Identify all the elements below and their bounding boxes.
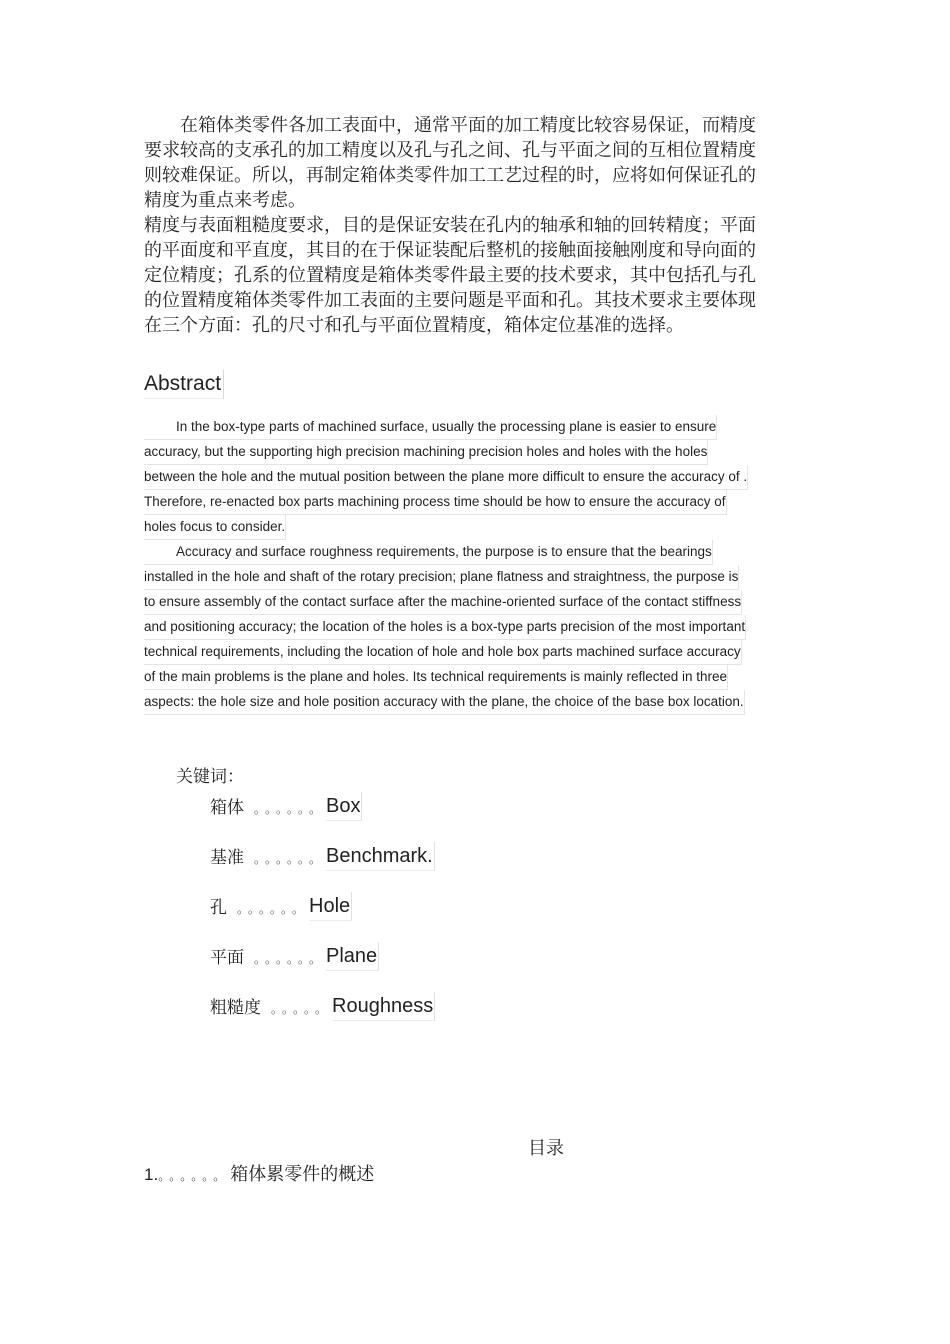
text-line: 精度为重点来考虑。: [144, 190, 306, 211]
text-line: 在三个方面：孔的尺寸和孔与平面位置精度，箱体定位基准的选择。: [144, 315, 684, 336]
chinese-abstract-paragraph-1: [144, 113, 804, 213]
keyword-en: Plane: [326, 942, 379, 971]
text-line: of the main problems is the plane and holes. Its technical requirements is mainly reflected in three: [144, 665, 728, 690]
keyword-row: [210, 942, 379, 974]
keyword-row: [210, 892, 352, 924]
keyword-cn: 箱体: [210, 798, 244, 818]
toc-item-number: 1.: [144, 1165, 159, 1184]
english-abstract-paragraph-1: [144, 415, 748, 540]
abstract-heading: Abstract: [144, 370, 224, 399]
keyword-cn: 粗糙度: [210, 998, 261, 1018]
text-line: between the hole and the mutual position between the plane more difficult to ensure the accuracy of .: [144, 465, 748, 490]
keyword-dots: 。。。。。。: [254, 802, 327, 816]
text-line: and positioning accuracy; the location of the holes is a box-type parts precision of the most important: [144, 615, 746, 640]
chinese-abstract-paragraph-2: [144, 213, 804, 338]
text-line: installed in the hole and shaft of the rotary precision; plane flatness and straightness, the purpose is: [144, 565, 739, 590]
text-line: 则较难保证。所以，再制定箱体类零件加工工艺过程的时，应将如何保证孔的: [144, 165, 756, 186]
text-line: technical requirements, including the location of hole and hole box parts machined surface accuracy: [144, 640, 742, 665]
keyword-en: Hole: [309, 892, 352, 921]
keyword-dots: 。。。。。。: [237, 902, 310, 916]
text-line: aspects: the hole size and hole position accuracy with the plane, the choice of the base box location.: [144, 690, 745, 715]
keyword-dots: 。。。。。。: [254, 852, 327, 866]
text-line: holes focus to consider.: [144, 515, 286, 540]
toc-item[interactable]: [144, 1160, 374, 1186]
keyword-en: Benchmark.: [326, 842, 435, 871]
text-line: 精度与表面粗糙度要求，目的是保证安装在孔内的轴承和轴的回转精度；平面: [144, 215, 756, 236]
keyword-dots: 。。。。。。: [254, 952, 327, 966]
keyword-row: [210, 792, 362, 824]
keyword-en: Roughness: [332, 992, 435, 1021]
keyword-cn: 基准: [210, 848, 244, 868]
keyword-en: Box: [326, 792, 362, 821]
text-line: to ensure assembly of the contact surface after the machine-oriented surface of the contact stiffness: [144, 590, 742, 615]
keyword-cn: 平面: [210, 948, 244, 968]
keywords-label: 关键词：: [176, 767, 244, 787]
text-line: 要求较高的支承孔的加工精度以及孔与孔之间、孔与平面之间的互相位置精度: [144, 140, 756, 161]
text-line: accuracy, but the supporting high precision machining precision holes and holes with the holes: [144, 440, 708, 465]
text-line: 的平面度和平直度，其目的在于保证装配后整机的接触面接触刚度和导向面的: [144, 240, 756, 261]
keyword-cn: 孔: [210, 898, 227, 918]
text-line: In the box-type parts of machined surface, usually the processing plane is easier to ensure: [144, 415, 717, 440]
english-abstract-paragraph-2: [144, 540, 746, 715]
text-line: 定位精度；孔系的位置精度是箱体类零件最主要的技术要求，其中包括孔与孔: [144, 265, 756, 286]
text-line: 在箱体类零件各加工表面中，通常平面的加工精度比较容易保证，而精度: [144, 115, 756, 136]
keyword-row: [210, 992, 435, 1024]
text-line: 的位置精度箱体类零件加工表面的主要问题是平面和孔。其技术要求主要体现: [144, 290, 756, 311]
text-line: Accuracy and surface roughness requirements, the purpose is to ensure that the bearings: [144, 540, 713, 565]
keyword-row: [210, 842, 435, 874]
toc-item-label: 箱体累零件的概述: [230, 1164, 375, 1185]
keyword-dots: 。。。。。: [271, 1002, 333, 1016]
toc-item-dots: 。。。。。。: [158, 1169, 231, 1183]
text-line: Therefore, re-enacted box parts machining process time should be how to ensure the accuracy of: [144, 490, 727, 515]
toc-title: 目录: [528, 1138, 564, 1159]
